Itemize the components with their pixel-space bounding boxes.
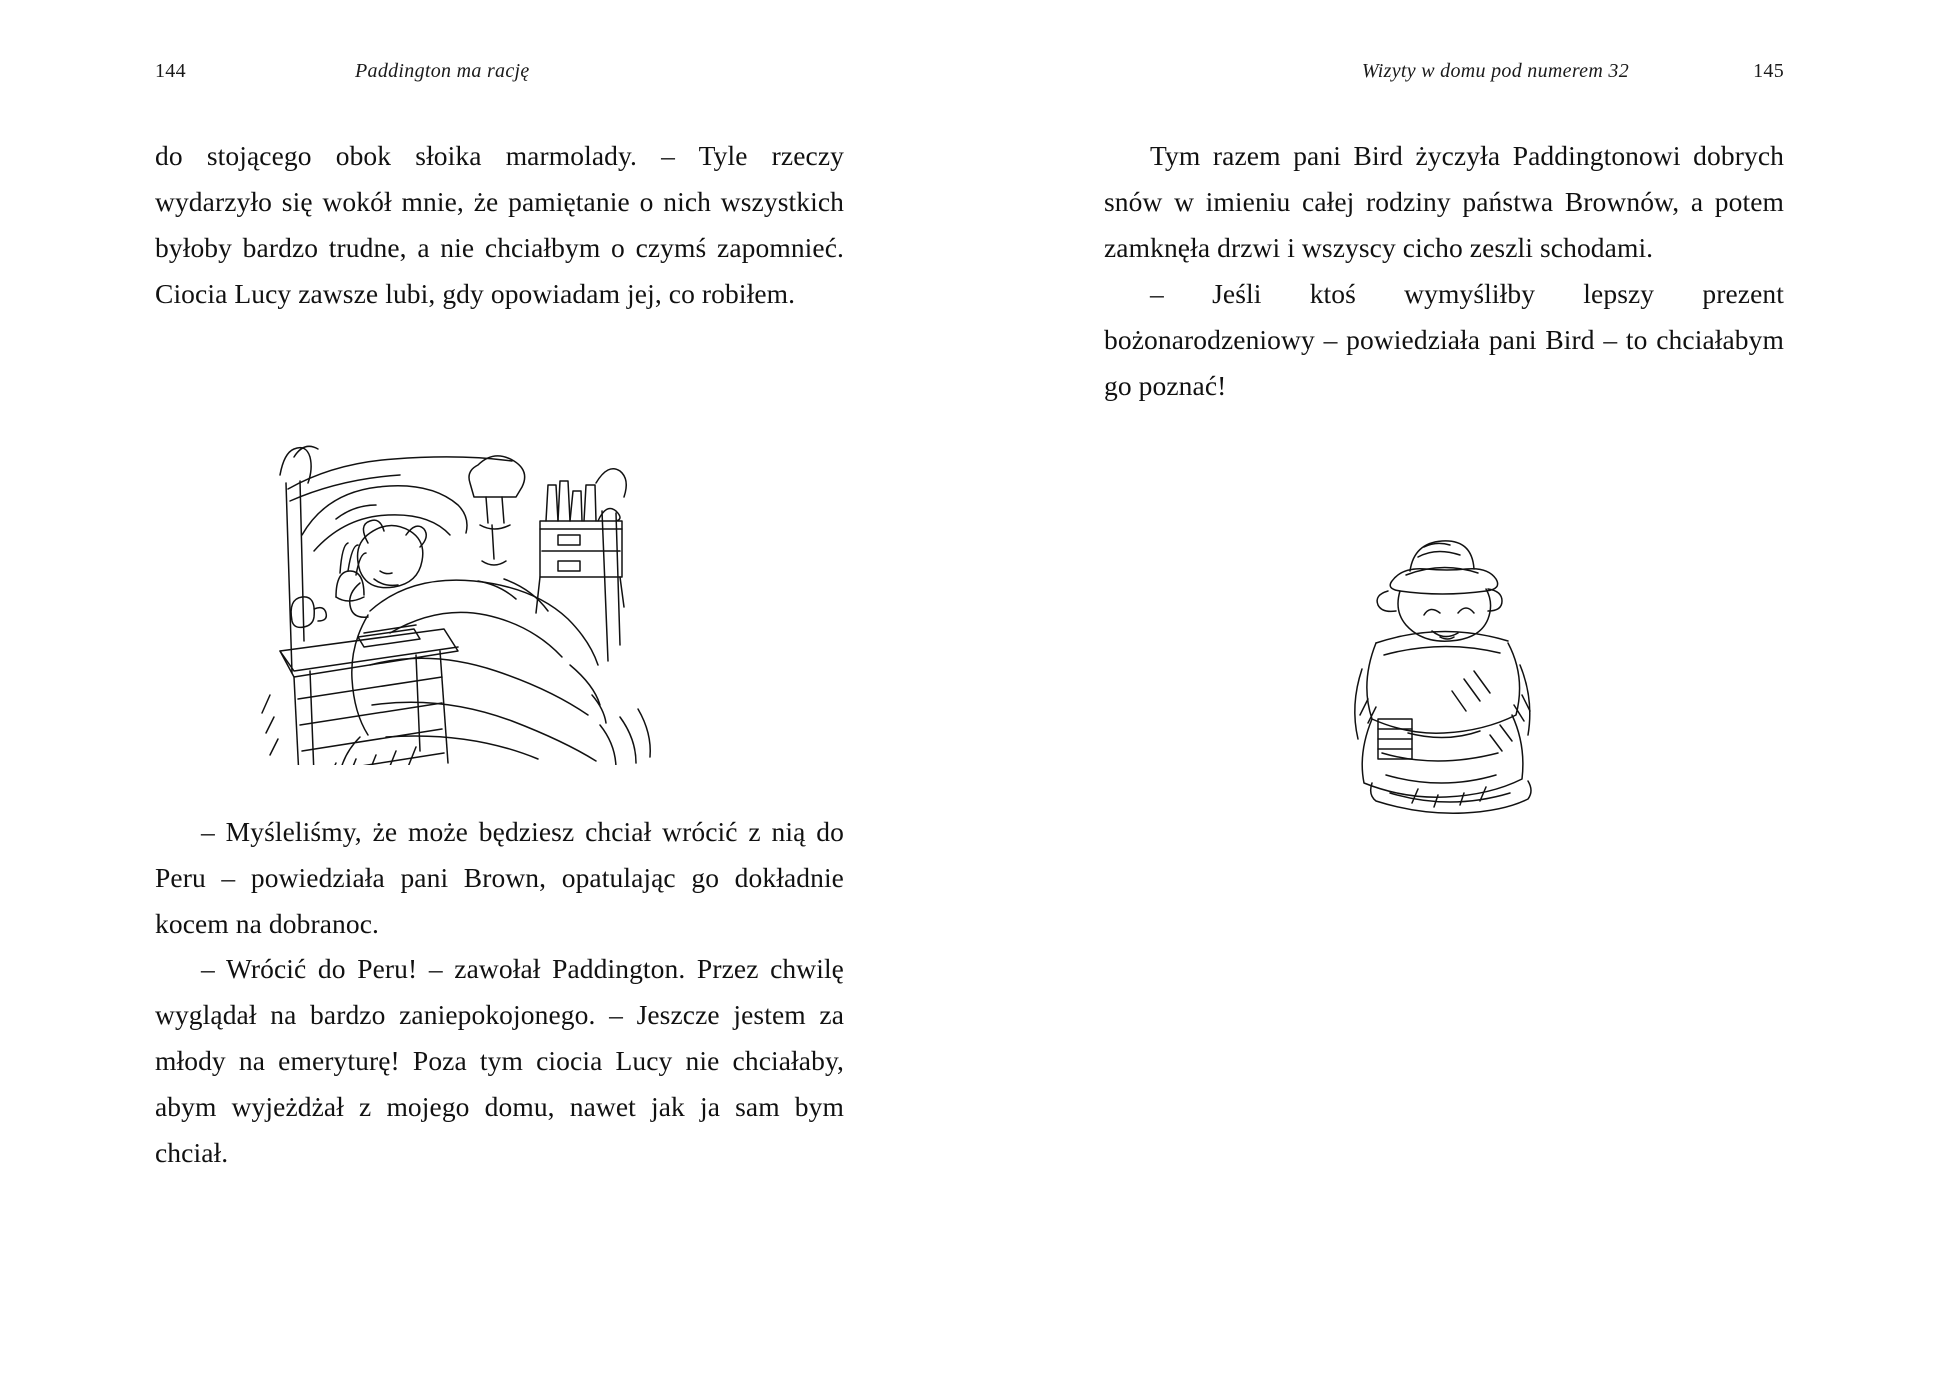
left-page xyxy=(0,0,974,1388)
bear-in-bed-illustration xyxy=(155,365,844,765)
right-page xyxy=(974,0,1949,1388)
right-running-title: Wizyty w domu pod numerem 32 xyxy=(1361,60,1629,82)
right-paragraph-1: Tym razem pani Bird życzyła Paddingtonowi dobrych snów w imieniu całej rodziny państwa Brownów, a potem zamknęła drzwi i wszyscy cicho zeszli schodami. xyxy=(1104,140,1784,263)
left-paragraph-1: do stojącego obok słoika marmolady. – Tyle rzeczy wydarzyło się wokół mnie, że pamiętanie o nich wszystkich byłoby bardzo trudne, a nie chciałbym o czymś zapomnieć. Ciocia Lucy zawsze lubi, gdy opowiadam jej, co robiłem. xyxy=(155,140,844,309)
left-running-head xyxy=(155,60,844,83)
left-running-title: Paddington ma rację xyxy=(355,60,530,82)
left-page-number: 144 xyxy=(155,60,186,82)
right-running-head xyxy=(1104,60,1784,83)
right-paragraph-2: – Jeśli ktoś wymyśliłby lepszy prezent bożonarodzeniowy – powiedziała pani Bird – to chciałabym go poznać! xyxy=(1104,277,1784,401)
left-paragraph-2: – Myśleliśmy, że może będziesz chciał wrócić z nią do Peru – powiedziała pani Brown, opatulając go dokładnie kocem na dobranoc. xyxy=(155,815,844,939)
right-page-number: 145 xyxy=(1753,60,1784,82)
left-paragraph-3: – Wrócić do Peru! – zawołał Paddington. Przez chwilę wyglądał na bardzo zaniepokojonego. – Jeszcze jestem za młody na emeryturę! Poza tym ciocia Lucy nie chciałaby, abym wyjeżdżał z mojego domu, nawet jak ja sam bym chciał. xyxy=(155,953,844,1169)
bear-in-blanket-illustration xyxy=(1104,519,1784,819)
